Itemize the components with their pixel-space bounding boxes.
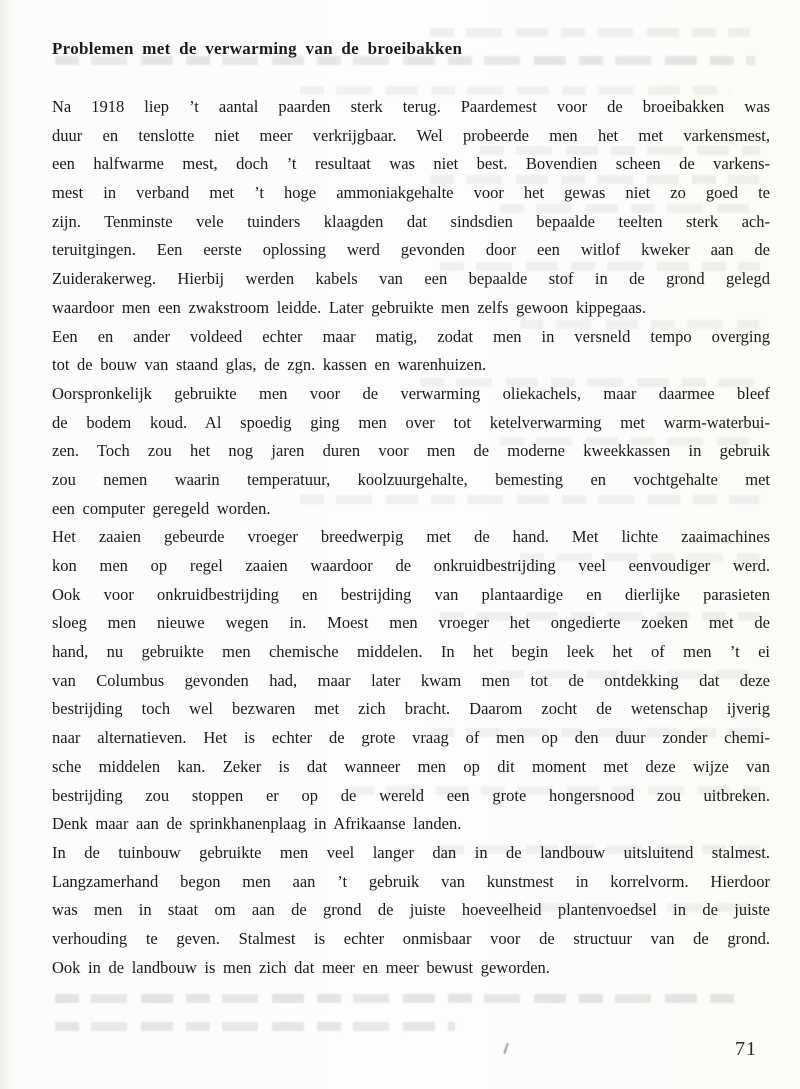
paragraph [52, 839, 770, 982]
text-line: een halfwarme mest, doch ’t resultaat was niet best. Bovendien scheen de varkens- [52, 154, 770, 174]
text-line: Na 1918 liep ’t aantal paarden sterk terug. Paardemest voor de broeibakken was [52, 97, 770, 116]
text-line: mest in verband met ’t hoge ammoniakgehalte voor het gewas niet zo goed te [52, 183, 770, 203]
page-number: 71 [735, 1038, 757, 1060]
paragraph [52, 323, 770, 380]
text-line: waardoor men een zwakstroom leidde. Later gebruikte men zelfs gewoon kippegaas. [52, 297, 646, 317]
text-line: Denk maar aan de sprinkhanenplaag in Afrikaanse landen. [52, 814, 462, 834]
text-line: een computer geregeld worden. [52, 498, 271, 518]
bleedthrough-artifact [55, 994, 745, 1003]
text-line: hand, nu gebruikte men chemische middelen. In het begin leek het of men ’t ei [52, 642, 770, 662]
text-line: duur en tenslotte niet meer verkrijgbaar. Wel probeerde men het met varkensmest, [52, 125, 770, 145]
text-line: was men in staat om aan de grond de juiste hoeveelheid plantenvoedsel in de juiste [52, 900, 770, 920]
text-line: Oorspronkelijk gebruikte men voor de verwarming oliekachels, maar daarmee bleef [52, 383, 770, 403]
text-line: teruitgingen. Een eerste oplossing werd gevonden door een witlof kweker aan de [52, 240, 770, 260]
text-line: sche middelen kan. Zeker is dat wanneer men op dit moment met deze wijze van [52, 756, 770, 776]
ink-speck [503, 1043, 508, 1054]
text-line: de bodem koud. Al spoedig ging men over tot ketelverwarming met warm-waterbui- [52, 412, 770, 432]
text-line: bestrijding zou stoppen er op de wereld een grote hongersnood zou uitbreken. [52, 785, 770, 805]
bleedthrough-artifact [430, 28, 750, 37]
text-line: kon men op regel zaaien waardoor de onkruidbestrijding veel eenvoudiger werd. [52, 556, 770, 575]
text-line: Ook voor onkruidbestrijding en bestrijding van plantaardige en dierlijke parasieten [52, 584, 770, 604]
text-line: tot de bouw van staand glas, de zgn. kassen en warenhuizen. [52, 355, 487, 375]
bleedthrough-artifact [55, 1022, 455, 1031]
text-line: verhouding te geven. Stalmest is echter onmisbaar voor de structuur van de grond. [52, 928, 770, 948]
text-line: Zuiderakerweg. Hierbij werden kabels van een bepaalde stof in de grond gelegd [52, 269, 770, 289]
paragraph [52, 380, 770, 523]
text-line: van Columbus gevonden had, maar later kwam men tot de ontdekking dat deze [52, 670, 770, 690]
text-line: zijn. Tenminste vele tuinders klaagden dat sindsdien bepaalde teelten sterk ach- [52, 211, 770, 231]
text-line: naar alternatieven. Het is echter de grote vraag of men op den duur zonder chemi- [52, 728, 770, 748]
text-line: Het zaaien gebeurde vroeger breedwerpig met de hand. Met lichte zaaimachines [52, 527, 770, 547]
text-line: zou nemen waarin temperatuur, koolzuurgehalte, bemesting en vochtgehalte met [52, 469, 770, 489]
text-line: Een en ander voldeed echter maar matig, zodat men in versneld tempo overging [52, 326, 770, 346]
paragraph [52, 523, 770, 839]
text-line: zen. Toch zou het nog jaren duren voor men de moderne kweekkassen in gebruik [52, 441, 770, 461]
text-line: bestrijding toch wel bezwaren met zich bracht. Daarom zocht de wetenschap ijverig [52, 699, 770, 719]
paragraph [52, 93, 770, 323]
text-line: Langzamerhand begon men aan ’t gebruik van kunstmest in korrelvorm. Hierdoor [52, 871, 770, 891]
page-title: Problemen met de verwarming van de broeibakken [52, 39, 463, 59]
document-body [52, 93, 770, 982]
text-line: In de tuinbouw gebruikte men veel langer dan in de landbouw uitsluitend stalmest. [52, 842, 770, 862]
text-line: sloeg men nieuwe wegen in. Moest men vroeger het ongedierte zoeken met de [52, 613, 770, 633]
text-line: Ook in de landbouw is men zich dat meer en meer bewust geworden. [52, 957, 550, 977]
